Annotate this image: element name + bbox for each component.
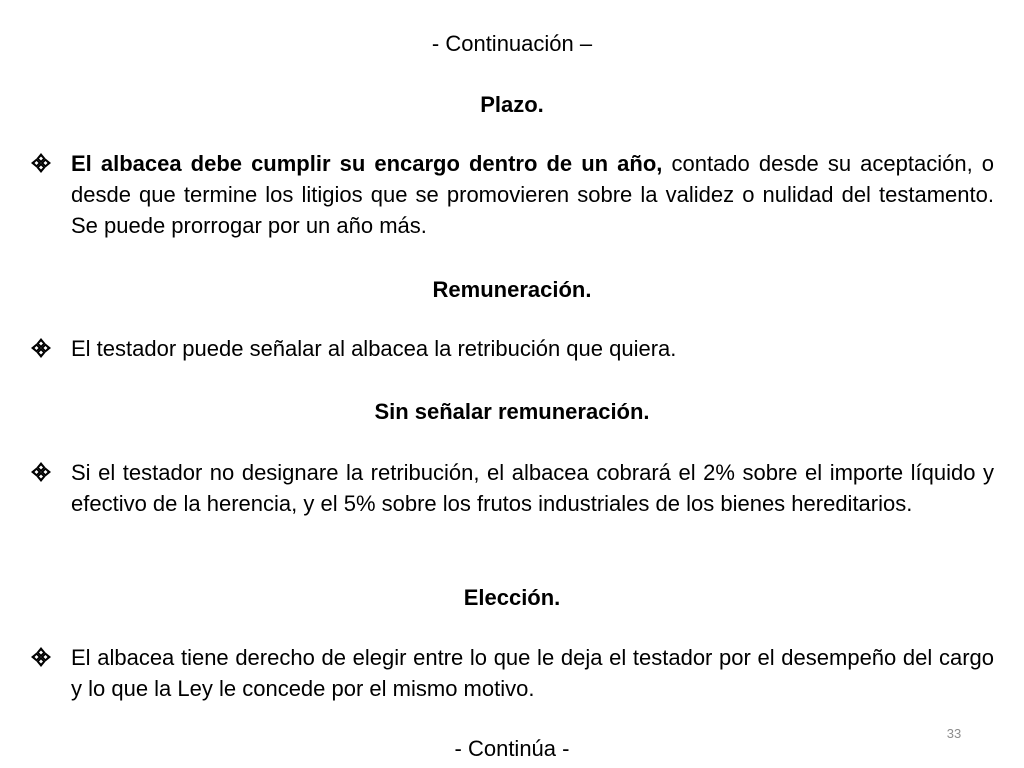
four-diamond-bullet-icon bbox=[30, 461, 52, 483]
continues-footer: - Continúa - bbox=[454, 736, 570, 761]
bullet-sin-senalar-text: Si el testador no designare la retribución, el albacea cobrará el 2% sobre el importe líquido y efectivo de la herencia, y el 5% sobre los frutos industriales de los bienes hereditarios. bbox=[71, 460, 994, 516]
continuation-header: - Continuación – bbox=[431, 31, 593, 56]
bullet-plazo-bold: El albacea debe cumplir su encargo dentro de un año, bbox=[71, 151, 663, 176]
four-diamond-bullet-icon bbox=[30, 337, 52, 359]
heading-plazo: Plazo. bbox=[480, 92, 544, 117]
bullet-remuneracion-text: El testador puede señalar al albacea la retribución que quiera. bbox=[71, 336, 677, 361]
bullet-plazo-text bbox=[71, 148, 994, 241]
bullet-eleccion-text: El albacea tiene derecho de elegir entre lo que le deja el testador por el desempeño del cargo y lo que la Ley le concede por el mismo motivo. bbox=[71, 645, 994, 701]
four-diamond-bullet-icon bbox=[30, 646, 52, 668]
heading-sin-senalar: Sin señalar remuneración. bbox=[374, 399, 650, 424]
four-diamond-bullet-icon bbox=[30, 152, 52, 174]
heading-eleccion: Elección. bbox=[463, 585, 561, 610]
heading-remuneracion: Remuneración. bbox=[432, 277, 592, 302]
bullet-plazo-normal: contado desde su aceptación, o desde que termine los litigios que se promovieren sobre la validez o nulidad del testamento. Se puede prorrogar por un año más. bbox=[71, 151, 994, 238]
page-number: 33 bbox=[946, 726, 962, 741]
